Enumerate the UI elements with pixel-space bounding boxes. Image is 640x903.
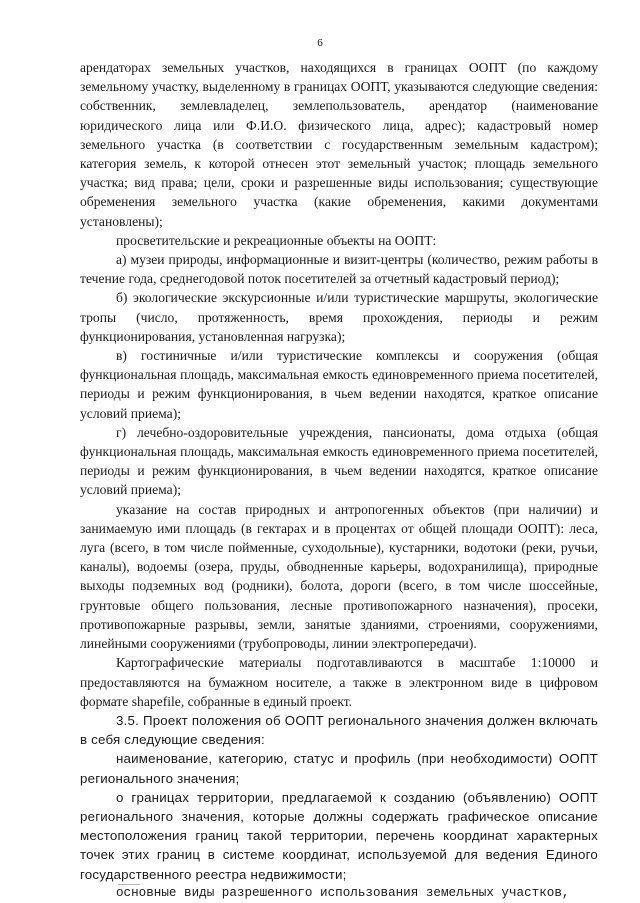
paragraph-permitted-use: основные виды разрешенного использования земельных участков, [116,885,570,900]
paragraph-item-a-museums: а) музеи природы, информационные и визит-центры (количество, режим работы в течение года, среднегодовой поток посетителей за отчетный кадастровый период); [80,252,598,287]
paragraph-boundaries: о границах территории, предлагаемой к созданию (объявлению) ООПТ регионального значения, которые должны содержать графическое описание местоположения границ такой территории, перечень координат характерных точек этих границ в системе координат, используемой для ведения Единого государственного реестра недвижимости; [80,789,598,882]
paragraph-name-category: наименование, категорию, статус и профиль (при необходимости) ООПТ регионального значения; [80,751,598,786]
scan-artifact [118,884,140,885]
paragraph-tenants: арендаторах земельных участков, находящихся в границах ООПТ (по каждому земельному участку, выделенному в границах ООПТ, указываются следующие сведения: собственник, землевладелец, землепользователь, арендатор (наименование юридического лица или Ф.И.О. физического лица, адрес); кадастровый номер земельного участка (в соответствии с государственным земельным кадастром); категория земель, к которой отнесен этот земельный участок; площадь земельного участка; вид права; цели, сроки и разрешенные виды использования; существующие обременения земельного участка (какие обременения, какими документами установлены); [80,60,598,229]
paragraph-item-d-health-resorts: г) лечебно-оздоровительные учреждения, пансионаты, дома отдыха (общая функциональная площадь, максимальная емкость единовременного приема посетителей, периоды и режим функционирования, в чьем ведении находятся, краткое описание условий приема); [80,424,598,498]
paragraph-section-3-5: 3.5. Проект положения об ООПТ регионального значения должен включать в себя следующие сведения: [80,712,598,748]
paragraph-item-b-routes: б) экологические экскурсионные и/или туристические маршруты, экологические тропы (число, протяженность, время прохождения, периоды и режим функционирования, установленная нагрузка); [80,290,598,344]
paragraph-natural-objects: указание на состав природных и антропогенных объектов (при наличии) и занимаемую ими площадь (в гектарах и в процентах от общей площади ООПТ): леса, луга (всего, в том числе пойменные, суходольные), кустарники, водотоки (реки, ручьи, каналы), водоемы (озера, пруды, обводненные карьеры, водохранилища), природные выходы подземных вод (родники), болота, дороги (всего, в том числе шоссейные, грунтовые общего пользования, лесные противопожарного назначения), просеки, противопожарные разрывы, земли, занятые зданиями, строениями, сооружениями, линейными сооружениями (трубопроводы, линии электропередачи). [80,501,598,652]
page-number: 6 [317,37,323,49]
document-body [80,58,598,903]
paragraph-recreation-objects: просветительские и рекреационные объекты на ООПТ: [116,232,437,248]
paragraph-item-c-hotels: в) гостиничные и/или туристические комплексы и сооружения (общая функциональная площадь, максимальная емкость единовременного приема посетителей, периоды и режим функционирования, в чьем ведении находятся, краткое описание условий приема); [80,348,598,421]
paragraph-cartographic-materials: Картографические материалы подготавливаются в масштабе 1:10000 и предоставляются на бумажном носителе, а также в электронном виде в цифровом формате shapefile, собранные в единый проект. [80,655,598,709]
